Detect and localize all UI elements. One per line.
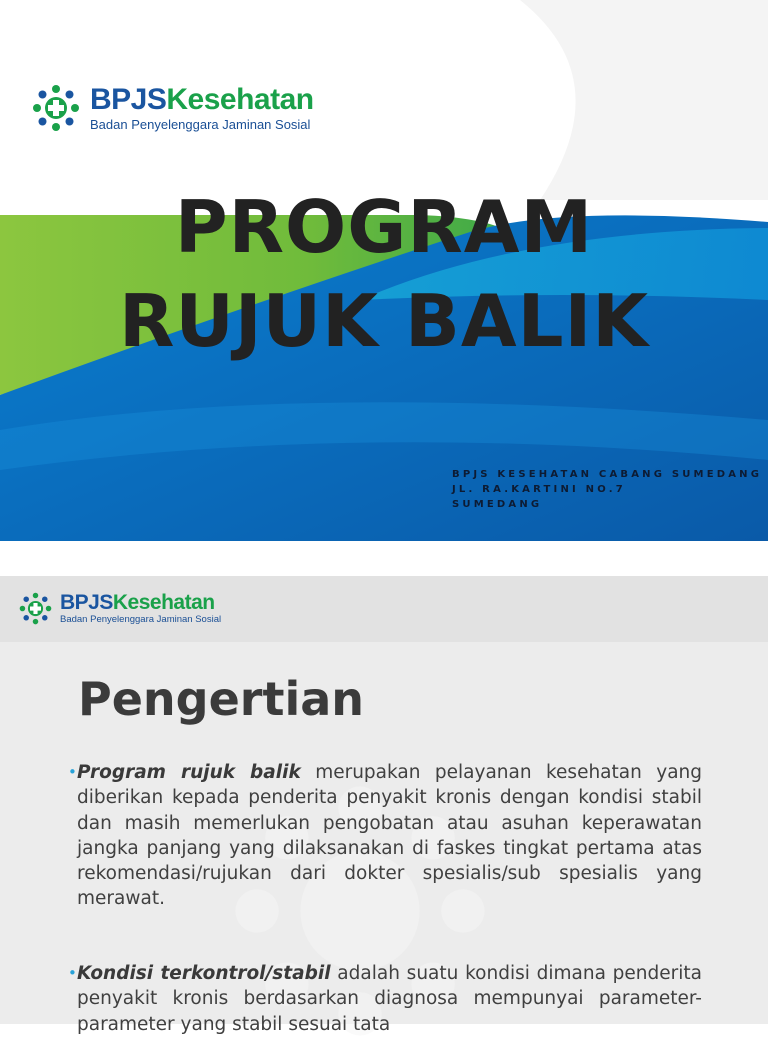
bullet-dot-icon: • xyxy=(68,763,77,781)
bpjs-logo-small xyxy=(19,592,221,625)
brand-tagline: Badan Penyelenggara Jaminan Sosial xyxy=(60,614,222,626)
title-line-1: PROGRAM xyxy=(174,185,594,269)
bullet-dot-icon: • xyxy=(68,964,77,982)
office-address xyxy=(452,467,762,512)
bpjs-logo xyxy=(32,84,314,132)
slide-gap xyxy=(0,541,768,576)
office-line-3: SUMEDANG xyxy=(452,499,543,510)
office-line-1: BPJS KESEHATAN CABANG SUMEDANG xyxy=(452,469,763,480)
brand-name-bpjs: BPJS xyxy=(60,591,113,615)
office-line-2: JL. RA.KARTINI NO.7 xyxy=(452,484,626,495)
brand-name-kesehatan: Kesehatan xyxy=(166,83,314,116)
brand-tagline: Badan Penyelenggara Jaminan Sosial xyxy=(90,117,311,132)
slide-title xyxy=(0,180,768,368)
bpjs-emblem-icon xyxy=(32,84,80,132)
bullet-term: Program rujuk balik xyxy=(77,762,301,783)
brand-name-kesehatan: Kesehatan xyxy=(112,591,215,615)
bullet-term: Kondisi terkontrol/stabil xyxy=(77,963,331,984)
content-slide xyxy=(0,576,768,1035)
bullet-item xyxy=(68,961,702,1037)
bullet-text: merupakan pelayanan kesehatan yang diberikan kepada penderita penyakit kronis dengan kondisi stabil dan masih memerlukan pengobatan atau asuhan keperawatan jangka panjang yang dilaksanakan di faskes tingkat pertama atas rekomendasi/rujukan dari dokter spesialis/sub spesialis yang merawat. xyxy=(77,762,703,910)
section-heading: Pengertian xyxy=(78,672,365,726)
bpjs-emblem-icon xyxy=(19,592,52,625)
brand-name-bpjs: BPJS xyxy=(90,83,167,116)
title-line-2: RUJUK BALIK xyxy=(118,279,650,363)
bullet-text: adalah suatu kondisi dimana penderita penyakit kronis berdasarkan diagnosa mempunyai parameter-parameter yang stabil sesuai tata xyxy=(77,963,702,1035)
bullet-item xyxy=(68,760,703,912)
